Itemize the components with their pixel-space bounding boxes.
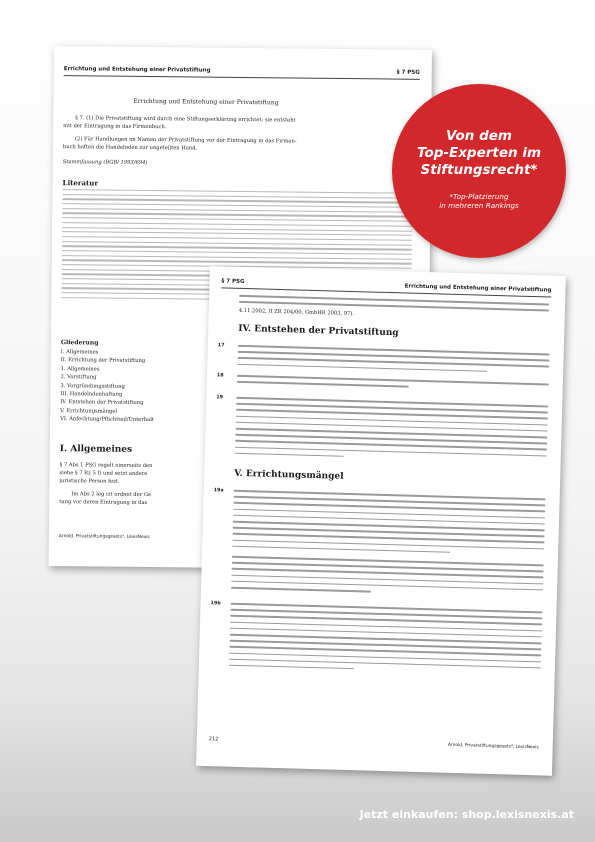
shop-link[interactable]: Jetzt einkaufen: shop.lexisnexis.at <box>359 808 574 821</box>
toc-item: 3. Vorgründungsstiftung <box>60 382 125 390</box>
paragraph-19 <box>235 397 549 468</box>
toc-item: VI. Anfechtung/Pflichtteil/Unterhalt <box>60 416 155 424</box>
margin-number: 18 <box>216 373 224 379</box>
section-line: § 7 Abs 1 PSG regelt einerseits den <box>59 462 153 470</box>
paragraph-1: § 7. (1) Die Privatstiftung wird durch eine Stiftungserklärung errichtet; sie entsteht <box>75 115 296 124</box>
section-heading-allgemeines: I. Allgemeines <box>59 444 133 455</box>
paragraph-19a-cont <box>231 556 544 602</box>
running-head-right: § 7 PSG <box>396 69 420 76</box>
paragraph-17 <box>237 345 550 378</box>
margin-number: 19b <box>210 601 221 607</box>
section-line: tung vor deren Eintragung in das <box>59 499 148 507</box>
paragraph-2-cont: buch haften die Handelnden zur ungeteilten Hand. <box>62 144 198 152</box>
badge-footnote: *Top-Platzierung in mehreren Rankings <box>439 192 519 210</box>
section-line: Im Abs 2 leg cit ordnet der Ge <box>71 491 152 499</box>
promo-badge <box>392 84 566 258</box>
heading-errichtungsmaengel: V. Errichtungsmängel <box>234 468 344 482</box>
toc-item: I. Allgemeines <box>60 349 99 356</box>
page-footer: Arnold, Privatstiftungsgesetz³, LexisNexis <box>447 742 539 751</box>
source-note: Stammfassung (BGBl 1993/694) <box>62 159 148 166</box>
running-head-left: Errichtung und Entstehung einer Privatstiftung <box>63 66 211 74</box>
page-number: 212 <box>208 736 219 743</box>
paragraph-18 <box>237 375 549 396</box>
section-line: juristische Person fest. <box>59 478 120 485</box>
paragraph-2: (2) Für Handlungen im Namen der Privatstiftung vor der Eintragung in das Firmen- <box>74 136 297 145</box>
toc-heading: Gliederung <box>60 339 99 347</box>
toc-item: 1. Allgemeines <box>60 365 100 373</box>
margin-number: 17 <box>217 343 225 349</box>
citation-line: 4.11.2002, II ZR 204/00, GmbHR 2003, 97). <box>238 307 355 318</box>
paragraph-19a <box>232 490 546 561</box>
running-head-left: § 7 PSG <box>221 278 245 285</box>
header-rule <box>64 75 420 80</box>
badge-headline: Von dem Top-Experten im Stiftungsrecht* <box>416 128 542 178</box>
running-head-right: Errichtung und Entstehung einer Privatstiftung <box>404 283 552 294</box>
paragraph-19b <box>229 603 543 680</box>
section-line: siehe § 7 Rz 5 f) und setzt andere <box>59 470 148 478</box>
toc-item: V. Errichtungsmängel <box>60 407 118 415</box>
heading-entstehen: IV. Entstehen der Privatstiftung <box>238 323 399 339</box>
toc-item: III. Handelndenhaftung <box>60 391 123 398</box>
front-document-page <box>196 266 566 776</box>
margin-number: 19a <box>213 488 224 494</box>
paragraph-1-cont: mit der Eintragung in das Firmenbuch. <box>63 123 167 131</box>
toc-item: IV. Entstehen der Privatstiftung <box>60 399 144 407</box>
margin-number: 19 <box>216 395 224 401</box>
toc-item: 2. Vorstiftung <box>60 374 97 381</box>
document-title: Errichtung und Entstehung einer Privatstiftung <box>133 97 279 107</box>
page-footer: Arnold, Privatstiftungsgesetz³, LexisNexis <box>58 534 150 541</box>
literature-heading: Literatur <box>62 178 99 188</box>
toc-item: II. Errichtung der Privatstiftung <box>60 357 146 365</box>
table-of-contents <box>60 348 155 425</box>
